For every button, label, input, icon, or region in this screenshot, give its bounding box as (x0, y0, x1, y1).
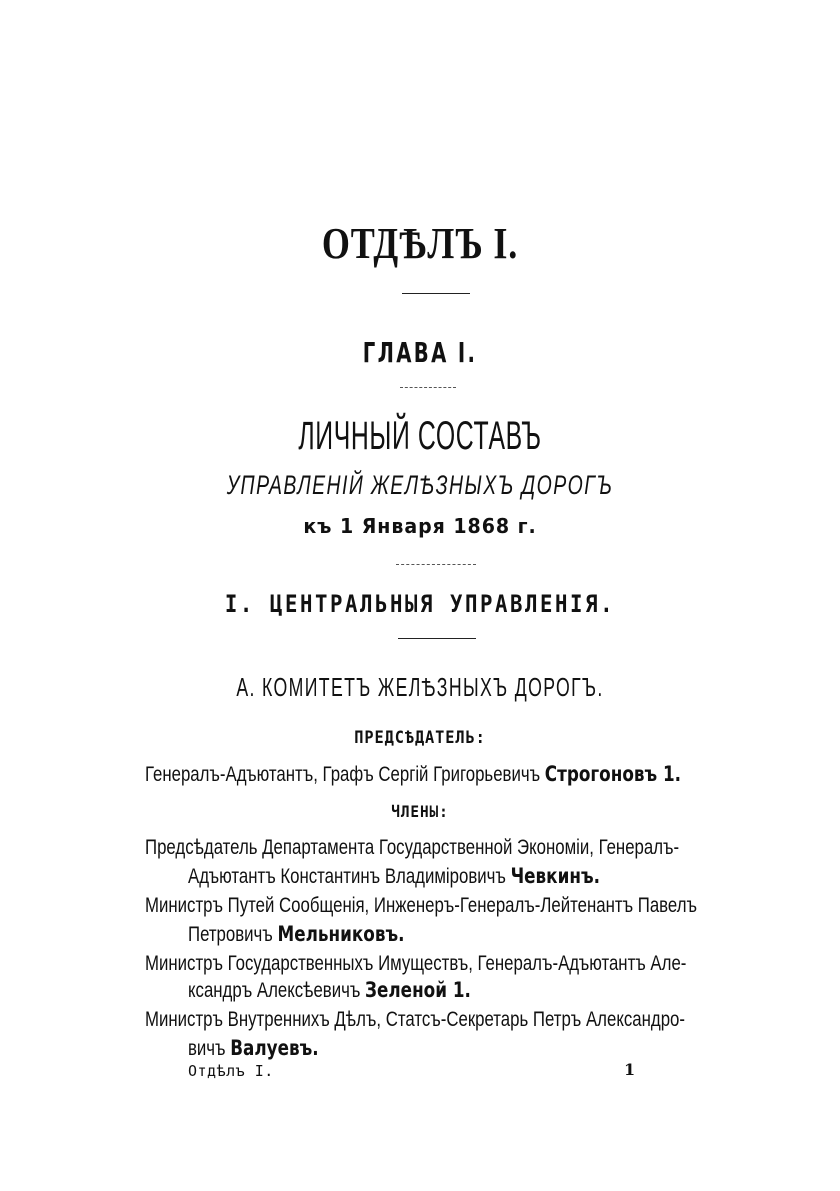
date-line: къ 1 Января 1868 г. (303, 514, 537, 538)
member-name: Зеленой 1. (365, 978, 471, 1002)
members-label: ЧЛЕНЫ: (391, 802, 449, 821)
page-number: 1 (624, 1060, 636, 1079)
member-name: Чевкинъ. (510, 864, 600, 888)
member-text: вичъ (188, 1037, 226, 1060)
divider (400, 387, 456, 388)
member-text: Адъютантъ Константинъ Владиміровичъ (188, 865, 506, 888)
divider (396, 564, 476, 565)
member-name: Валуевъ. (230, 1036, 319, 1060)
part-heading: ОТДѢЛЪ I. (321, 219, 519, 268)
member-line: Министръ Внутреннихъ Дѣлъ, Статсъ-Секретарь Петръ Александро- (145, 1008, 685, 1031)
chairman-label: ПРЕДСѢДАТЕЛЬ: (354, 728, 486, 748)
subtitle-heading: УПРАВЛЕНІЙ ЖЕЛѢЗНЫХЪ ДОРОГЪ (226, 470, 614, 500)
member-line (188, 922, 405, 947)
member-line: Предсѣдатель Департамента Государственной Экономіи, Генералъ- (145, 836, 680, 859)
divider (398, 638, 476, 639)
member-line: Министръ Путей Сообщенія, Инженеръ-Генералъ-Лейтенантъ Павелъ (145, 894, 698, 917)
chapter-heading: ГЛАВА I. (362, 336, 478, 369)
member-line (188, 1036, 319, 1061)
title-heading: ЛИЧНЫЙ СОСТАВЪ (298, 414, 542, 458)
chairman-entry (145, 762, 681, 787)
member-line (188, 978, 471, 1003)
section-heading: I. ЦЕНТРАЛЬНЫЯ УПРАВЛЕНІЯ. (224, 590, 616, 618)
chairman-text: Генералъ-Адъютантъ, Графъ Сергій Григорьевичъ (145, 763, 541, 786)
signature-mark: Отдѣлъ I. (188, 1062, 274, 1080)
divider (402, 293, 470, 294)
member-text: Петровичъ (188, 923, 273, 946)
member-text: ксандръ Алексѣевичъ (188, 979, 361, 1002)
subsection-heading: А. КОМИТЕТЪ ЖЕЛѢЗНЫХЪ ДОРОГЪ. (236, 672, 604, 702)
chairman-name: Строгоновъ 1. (544, 762, 682, 786)
member-line (188, 864, 600, 889)
member-line: Министръ Государственныхъ Имуществъ, Генералъ-Адъютантъ Але- (145, 952, 687, 975)
member-name: Мельниковъ. (277, 922, 405, 946)
